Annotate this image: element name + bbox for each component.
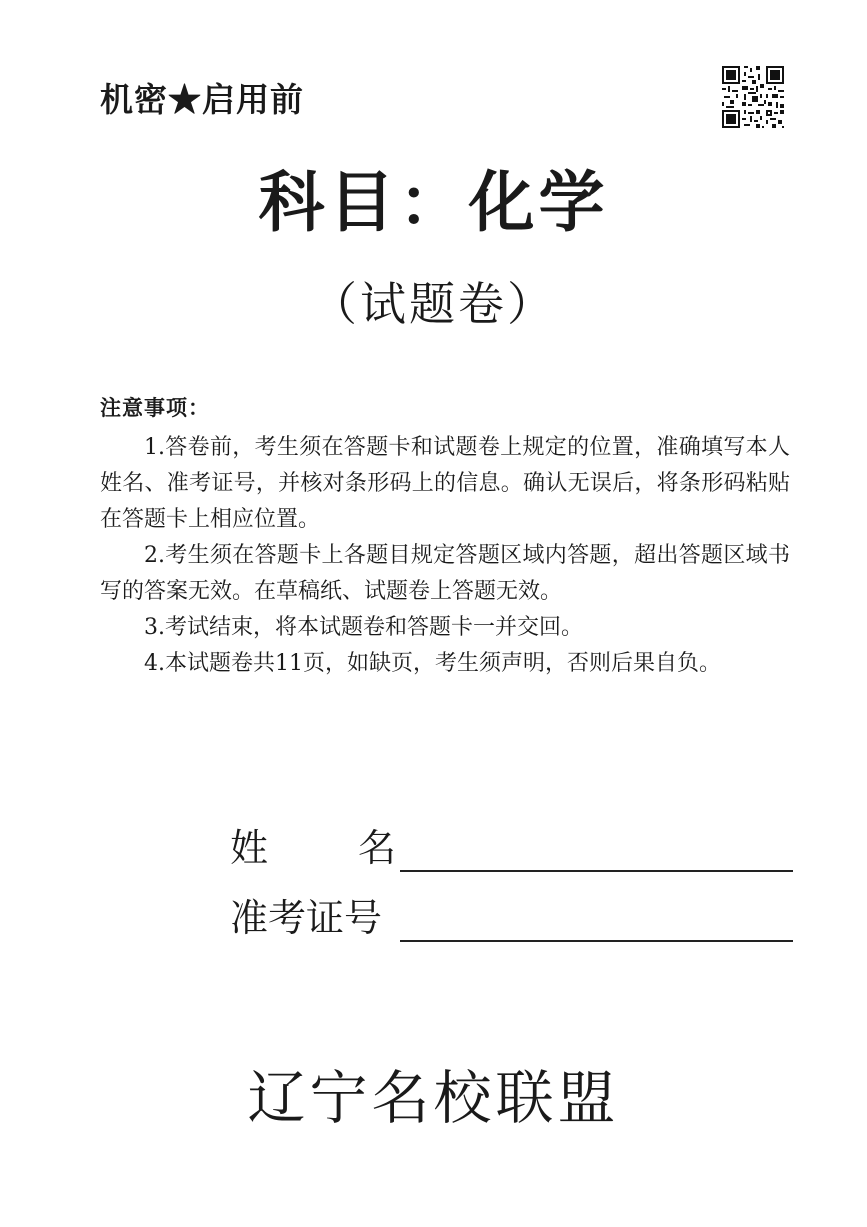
organization-name: 辽宁名校联盟: [247, 1064, 620, 1132]
qr-code-icon: [720, 64, 786, 130]
confidential-notice: 机密★启用前: [100, 80, 304, 119]
notice-section: [100, 392, 790, 682]
name-field: [230, 818, 793, 878]
name-label-part2: 名: [358, 826, 397, 870]
notice-item: 2.考生须在答题卡上各题目规定答题区域内答题，超出答题区域书写的答案无效。在草稿纸、试题卷上答题无效。: [100, 543, 790, 604]
exam-id-field: [230, 888, 793, 948]
name-write-line[interactable]: [400, 870, 793, 872]
notice-item: 1.答卷前，考生须在答题卡和试题卷上规定的位置，准确填写本人姓名、准考证号，并核对条形码上的信息。确认无误后，将条形码粘贴在答题卡上相应位置。: [100, 435, 790, 532]
notice-item: 4.本试题卷共11页，如缺页，考生须声明，否则后果自负。: [144, 651, 721, 676]
exam-id-write-line[interactable]: [400, 940, 793, 942]
notice-list: [100, 430, 790, 682]
name-label-part1: 姓: [230, 826, 269, 870]
notice-title: 注意事项：: [100, 395, 210, 420]
paper-type-subtitle: （试题卷）: [311, 277, 556, 331]
subject-title: 科目：化学: [258, 163, 609, 241]
exam-id-label: 准考证号: [230, 896, 383, 940]
notice-item: 3.考试结束，将本试题卷和答题卡一并交回。: [144, 615, 583, 640]
